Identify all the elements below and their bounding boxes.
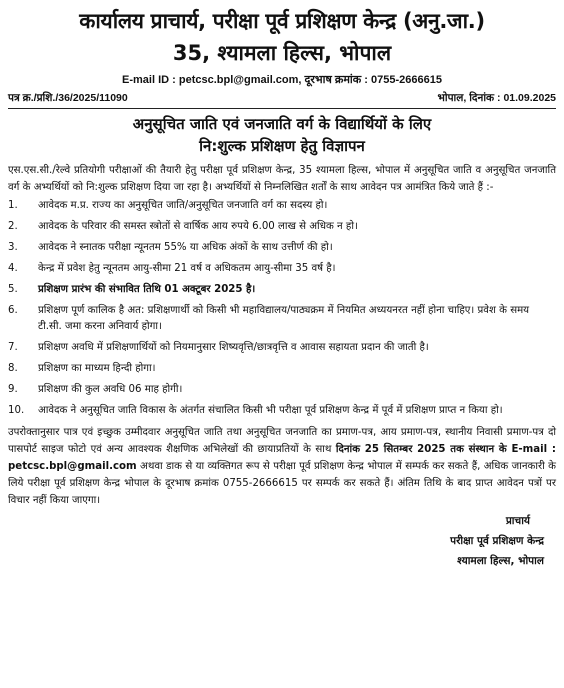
email-address: petcsc.bpl@gmail.com, [178,74,302,86]
item-text: प्रशिक्षण का माध्यम हिन्दी होगा। [38,363,156,374]
notice-subtitle: नि:शुल्क प्रशिक्षण हेतु विज्ञापन [199,137,365,155]
office-heading: कार्यालय प्राचार्य, परीक्षा पूर्व प्रशिक्षण केन्द्र (अनु.जा.) [79,9,485,33]
header-divider [8,108,556,109]
phone-label: दूरभाष क्रमांक : [304,74,368,86]
intro-paragraph: एस.एस.सी./रेल्वे प्रतियोगी परीक्षाओं की तैयारी हेतु परीक्षा पूर्व प्रशिक्षण केन्द्र, 35 श्यामला हिल्स, भोपाल में अनुसूचित जाति व अनुसूचित जनजाति वर्ग के अभ्यर्थियों को नि:शुल्क प्रशिक्षण दिया जा रहा है। अभ्यर्थियों से निम्नलिखित शर्तों के साथ आवेदन पत्र आमंत्रित किये जाते हैं :- [8,165,556,193]
phone-number: 0755-2666615 [371,74,442,86]
item-text: आवेदक ने अनुसूचित जाति विकास के अंतर्गत संचालित किसी भी परीक्षा पूर्व प्रशिक्षण केन्द्र में पूर्व में प्रशिक्षण प्राप्त न किया हो। [38,405,503,416]
reference-row [8,91,556,105]
item-text: प्रशिक्षण अवधि में प्रशिक्षणार्थियों को नियमानुसार शिष्यवृत्ति/छात्रवृत्ति व आवास सहायता प्रदान की जाती है। [38,342,429,353]
item-text: आवेदक ने स्नातक परीक्षा न्यूनतम 55% या अधिक अंकों के साथ उत्तीर्ण की हो। [38,242,333,253]
item-number: 2. [8,221,18,232]
list-item [8,240,556,256]
item-number: 6. [8,305,18,316]
list-item [8,382,556,398]
item-text: केन्द्र में प्रवेश हेतु न्यूनतम आयु-सीमा 21 वर्ष व अधिकतम आयु-सीमा 35 वर्ष है। [38,263,336,274]
item-number: 7. [8,342,18,353]
item-number: 5. [8,284,18,295]
item-text: प्रशिक्षण की कुल अवधि 06 माह होगी। [38,384,183,395]
signature-block [8,511,556,571]
list-item [8,282,556,298]
item-number: 1. [8,200,18,211]
list-item [8,340,556,356]
closing-text-end: अथवा डाक से या व्यक्तिगत रूप से परीक्षा पूर्व प्रशिक्षण केन्द्र भोपाल में सम्पर्क कर सकते हैं, अधिक जानकारी के लिये परीक्षा पूर्व प्रशिक्षण केन्द्र भोपाल के दूरभाष क्रमांक 0755-2666615 पर सम्पर्क कर सकते हैं। अंतिम तिथि के बाद प्राप्त आवेदन पत्रों पर विचार नहीं किया जाएगा। [8,461,556,506]
item-number: 3. [8,242,18,253]
list-item [8,361,556,377]
list-item [8,261,556,277]
signatory-title: प्राचार्य [505,515,530,527]
signatory-place: श्यामला हिल्स, भोपाल [457,555,544,567]
letter-number: पत्र क्र./प्रशि./36/2025/11090 [8,92,128,104]
list-item [8,403,556,419]
list-item [8,198,556,214]
email-label: E-mail ID : [122,74,176,86]
signatory-office: परीक्षा पूर्व प्रशिक्षण केन्द्र [450,535,544,547]
item-text: आवेदक के परिवार की समस्त स्त्रोतों से वार्षिक आय रुपये 6.00 लाख से अधिक न हो। [38,221,358,232]
closing-paragraph [8,424,556,509]
list-item [8,219,556,235]
item-number: 8. [8,363,18,374]
conditions-list [8,198,556,419]
item-text: प्रशिक्षण पूर्ण कालिक है अत: प्रशिक्षणार्थी को किसी भी महाविद्यालय/पाठ्यक्रम में नियमित अध्ययनरत नहीं होना चाहिए। प्रवेश के समय टी.सी. जमा करना अनिवार्य होगा। [38,305,530,332]
contact-line [8,72,556,87]
list-item [8,303,556,335]
item-text: प्रशिक्षण प्रारंभ की संभावित तिथि 01 अक्टूबर 2025 है। [38,284,256,295]
item-number: 9. [8,384,18,395]
notice-title: अनुसूचित जाति एवं जनजाति वर्ग के विद्यार्थियों के लिए [132,115,432,133]
item-number: 10. [8,405,25,416]
deadline-highlight: दिनांक 25 सितम्बर 2025 तक संस्थान के E-mail : petcsc.bpl@gmail.com [8,444,556,472]
item-number: 4. [8,263,18,274]
letter-date: भोपाल, दिनांक : 01.09.2025 [437,92,556,104]
item-text: आवेदक म.प्र. राज्य का अनुसूचित जाति/अनुसूचित जनजाति वर्ग का सदस्य हो। [38,200,328,211]
closing-text-start: उपरोक्तानुसार पात्र एवं इच्छुक उम्मीदवार अनुसूचित जाति तथा अनुसूचित जनजाति का प्रमाण-पत्र, आय प्रमाण-पत्र, स्थानीय निवासी प्रमाण-पत्र दो पासपोर्ट साइज फोटो एवं अन्य आवश्यक शैक्षणिक अभिलेखों की छायाप्रतियों के साथ [8,427,556,455]
office-address: 35, श्यामला हिल्स, भोपाल [172,41,392,65]
